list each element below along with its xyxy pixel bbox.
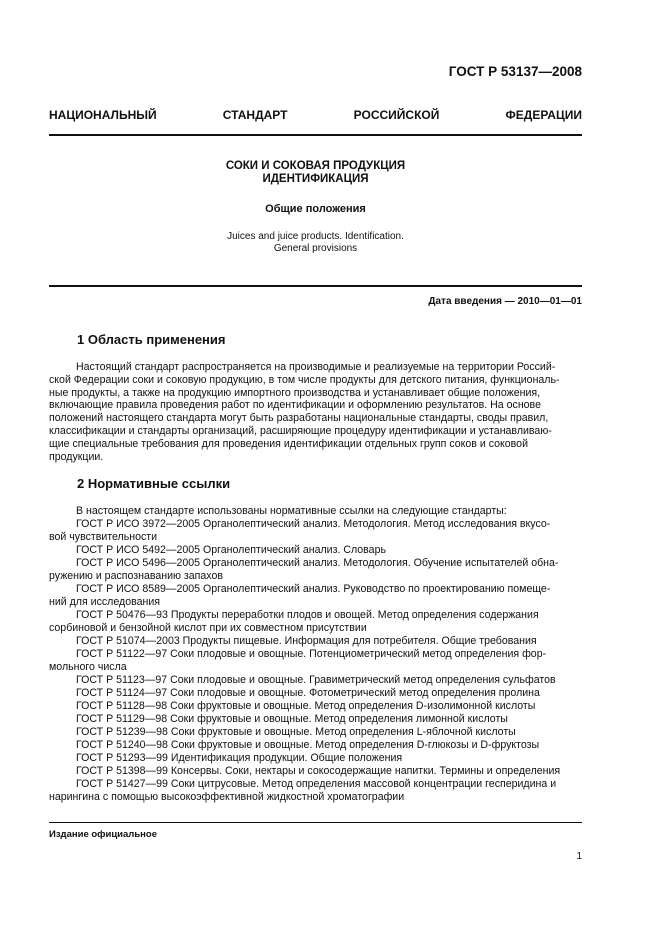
banner-word: СТАНДАРТ (222, 108, 288, 122)
reference-continuation: ний для исследования (49, 596, 161, 608)
text-line: положений настоящего стандарта могут быть разработаны национальные стандарты, своды правил, (49, 412, 549, 425)
reference-line: ГОСТ Р 51122—97 Соки плодовые и овощные. Потенциометрический метод определения фор- (76, 648, 547, 660)
text-line: Настоящий стандарт распространяется на производимые и реализуемые на территории Россий- (76, 361, 556, 373)
text-line: продукции. (49, 450, 104, 463)
standard-code: ГОСТ Р 53137—2008 (448, 64, 582, 79)
normative-references (49, 505, 582, 804)
reference-continuation: вой чувствительности (49, 531, 158, 543)
reference-line: ГОСТ Р 51128—98 Соки фруктовые и овощные. Метод определения D-изолимонной кислоты (76, 700, 536, 712)
reference-line: ГОСТ Р 51129—98 Соки фруктовые и овощные. Метод определения лимонной кислоты (76, 713, 508, 725)
footer-rule (49, 822, 582, 823)
reference-continuation: нарингина с помощью высокоэффективной жидкостной хроматографии (49, 791, 405, 803)
reference-line: ГОСТ Р 51239—98 Соки фруктовые и овощные. Метод определения L-яблочной кислоты (76, 726, 516, 738)
reference-line: ГОСТ Р ИСО 5496—2005 Органолептический анализ. Методология. Обучение испытателей обна- (76, 557, 559, 569)
reference-line: ГОСТ Р 51240—98 Соки фруктовые и овощные. Метод определения D-глюкозы и D-фруктозы (76, 739, 540, 751)
banner-word: ФЕДЕРАЦИИ (505, 108, 582, 122)
english-title-line-1: Juices and juice products. Identification. (227, 231, 404, 242)
reference-line: ГОСТ Р 51124—97 Соки плодовые и овощные. Фотометрический метод определения пролина (76, 687, 540, 699)
text-line: ской Федерации соки и соковую продукцию, в том числе продукты для детского питания, функциональ- (49, 373, 560, 386)
reference-line: ГОСТ Р 51074—2003 Продукты пищевые. Информация для потребителя. Общие требования (76, 635, 537, 647)
reference-line: ГОСТ Р 50476—93 Продукты переработки плодов и овощей. Метод определения содержания (76, 609, 539, 621)
reference-line: ГОСТ Р ИСО 5492—2005 Органолептический анализ. Словарь (76, 544, 386, 556)
reference-line: ГОСТ Р ИСО 8589—2005 Органолептический анализ. Руководство по проектированию помеще- (76, 583, 551, 595)
reference-line: ГОСТ Р 51123—97 Соки плодовые и овощные. Гравиметрический метод определения сульфатов (76, 674, 556, 686)
text-line: ные продукты, а также на продукцию импортного производства и устанавливает общие положения, (49, 386, 541, 399)
reference-line: ГОСТ Р 51398—99 Консервы. Соки, нектары и сокосодержащие напитки. Термины и определения (76, 765, 561, 777)
section-1-text (49, 361, 582, 463)
page-number: 1 (576, 851, 582, 862)
title-line-2: ИДЕНТИФИКАЦИЯ (262, 173, 369, 185)
text-line: щие специальные требования для проведения идентификации отдельных групп соков и соковой (49, 437, 528, 450)
text-line: включающие правила проведения работ по идентификации и оформлению результатов. На основе (49, 399, 541, 412)
banner-word: НАЦИОНАЛЬНЫЙ (49, 108, 157, 122)
section-2-heading: 2 Нормативные ссылки (77, 476, 231, 491)
section-1-heading: 1 Область применения (77, 332, 226, 347)
english-title-line-2: General provisions (273, 243, 358, 254)
national-standard-banner (49, 108, 582, 122)
header-rule (49, 134, 582, 136)
official-edition: Издание официальное (49, 829, 157, 840)
references-intro: В настоящем стандарте использованы нормативные ссылки на следующие стандарты: (76, 505, 507, 517)
introduction-date: Дата введения — 2010—01—01 (428, 296, 582, 307)
reference-line: ГОСТ Р 51427—99 Соки цитрусовые. Метод определения массовой концентрации гесперидина и (76, 778, 557, 790)
reference-line: ГОСТ Р 51293—99 Идентификация продукции. Общие положения (76, 752, 403, 764)
title-rule (49, 285, 582, 287)
subtitle: Общие положения (265, 203, 366, 215)
banner-word: РОССИЙСКОЙ (353, 108, 440, 122)
text-line: классификации и стандарты организаций, расширяющие процедуру идентификации и устанавливаю- (49, 424, 552, 437)
title-line-1: СОКИ И СОКОВАЯ ПРОДУКЦИЯ (225, 160, 406, 172)
reference-line: ГОСТ Р ИСО 3972—2005 Органолептический анализ. Методология. Метод исследования вкусо- (76, 518, 551, 530)
reference-continuation: мольного числа (49, 661, 127, 673)
reference-continuation: ружению и распознаванию запахов (49, 570, 224, 582)
reference-continuation: сорбиновой и бензойной кислот при их совместном присутствии (49, 622, 367, 634)
